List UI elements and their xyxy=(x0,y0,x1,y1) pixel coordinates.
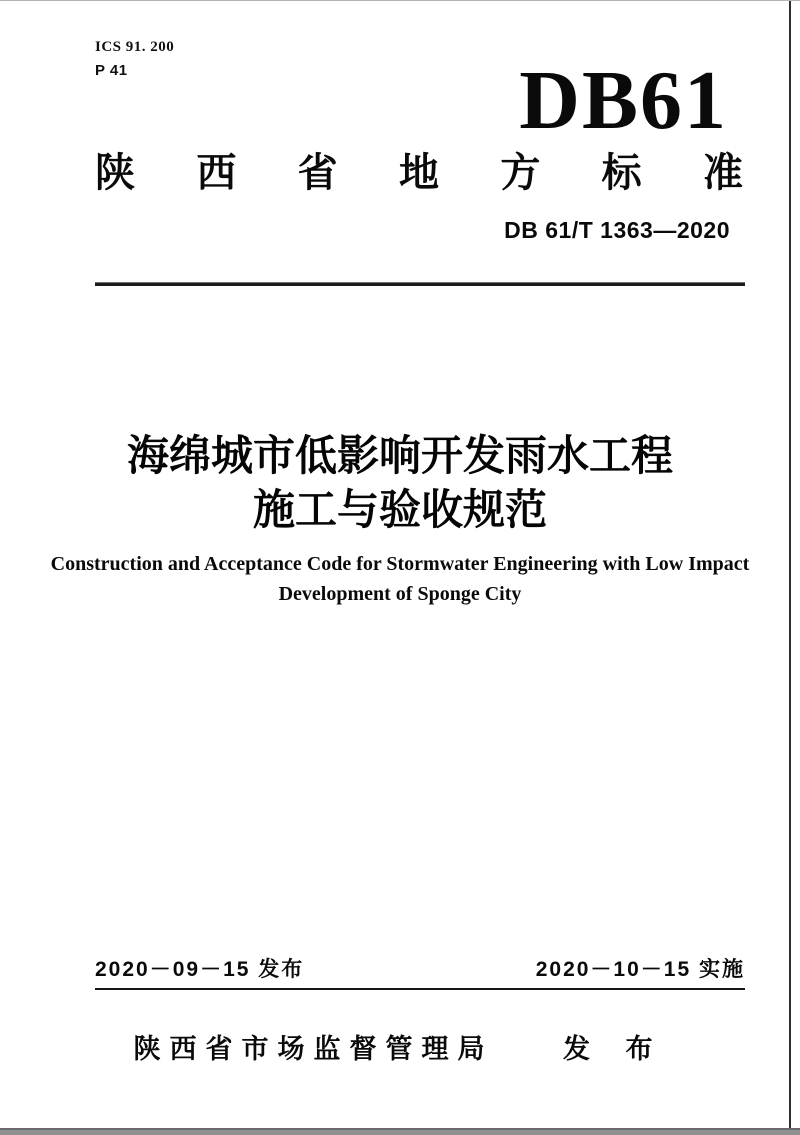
province-standard-char: 方 xyxy=(500,151,541,195)
document-title xyxy=(0,429,800,537)
province-standard-char: 标 xyxy=(601,151,642,195)
header-divider-rule xyxy=(95,282,745,286)
standard-number: DB 61/T 1363—2020 xyxy=(504,217,730,243)
province-standard-char: 准 xyxy=(702,151,743,195)
publisher-row xyxy=(0,1027,800,1066)
english-title xyxy=(0,549,800,609)
implementation-date: 2020－10－15 实施 xyxy=(535,958,745,981)
page-bottom-edge-bar xyxy=(0,1128,800,1135)
document-title-line2: 施工与验收规范 xyxy=(252,486,547,533)
english-title-line2: Development of Sponge City xyxy=(278,583,522,605)
date-row xyxy=(95,953,745,990)
issue-date: 2020－09－15 发布 xyxy=(95,958,305,981)
province-standard-char: 西 xyxy=(196,151,237,195)
english-title-line1: Construction and Acceptance Code for Stormwater Engineering with Low Impact xyxy=(50,553,750,575)
classification-code: P 41 xyxy=(95,62,128,79)
publish-action-label: 发 布 xyxy=(563,1034,667,1064)
province-standard-char: 省 xyxy=(297,151,338,195)
ics-classification-block xyxy=(95,35,174,83)
page-right-edge-line xyxy=(789,1,791,1129)
province-standard-heading xyxy=(95,151,743,195)
document-title-line1: 海绵城市低影响开发雨水工程 xyxy=(126,432,673,479)
province-standard-char: 陕 xyxy=(95,151,135,195)
ics-code: ICS 91. 200 xyxy=(95,39,175,55)
publisher-name: 陕西省市场监督管理局 xyxy=(133,1034,494,1064)
province-standard-char: 地 xyxy=(398,151,439,195)
db61-logo: DB61 xyxy=(519,54,728,147)
